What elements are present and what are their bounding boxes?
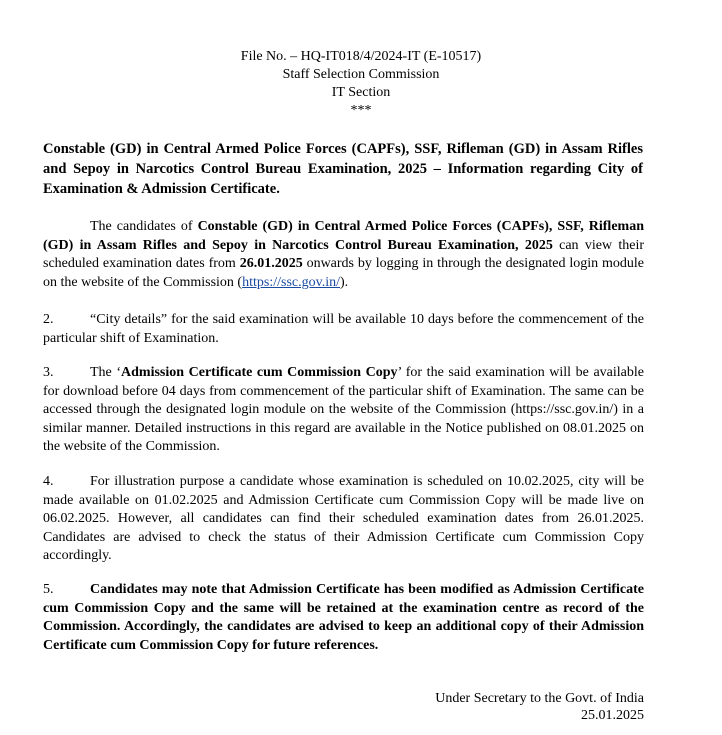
p2-number: 2.: [43, 312, 54, 327]
signatory-designation: Under Secretary to the Govt. of India: [435, 691, 644, 706]
signature-date: 25.01.2025: [581, 708, 644, 723]
separator-stars: ***: [350, 103, 372, 118]
p1-end: ).: [339, 274, 349, 290]
organization-name: Staff Selection Commission: [282, 67, 440, 82]
p1-date: 26.01.2025: [239, 256, 303, 271]
p2-text: “City details” for the said examination will be available 10 days before the commencement of the particular shift of Examination.: [43, 312, 644, 346]
p3-lead: The ‘: [90, 365, 122, 380]
ssc-website-link[interactable]: https://ssc.gov.in/: [242, 274, 340, 290]
p1-lead: The candidates of: [90, 219, 198, 234]
p3-text: ’ for the said examination will be available for download before 04 days from commencement of the particular shift of Examination. The same can be accessed through the designated login module on the website of the Commission (https://ssc.gov.in/) in a similar manner. Detailed instructions in this regard are available in the Notice published on 08.01.2025 on the website of the Commission.: [43, 365, 644, 454]
document-header: [0, 48, 722, 120]
paragraph-2: [43, 311, 644, 348]
p3-number: 3.: [43, 365, 54, 380]
p4-text: For illustration purpose a candidate whose examination is scheduled on 10.02.2025, city will be made available on 01.02.2025 and Admission Certificate cum Commission Copy will be made live on 06.02.2025. However, all candidates can find their scheduled examination dates from 26.01.2025. Candidates are advised to check the status of their Admission Certificate cum Commission Copy accordingly.: [43, 474, 644, 563]
signature-block: [435, 690, 644, 724]
p1-exam-name: Constable (GD) in Central Armed Police Forces (CAPFs), SSF, Rifleman (GD) in Assam Rifles and Sepoy in Narcotics Control Bureau Examination, 2025: [43, 219, 644, 253]
paragraph-4: [43, 473, 644, 566]
file-number: File No. – HQ-IT018/4/2024-IT (E-10517): [240, 49, 482, 64]
p1-tail: onwards by logging in through the designated login module on the website of the Commission (: [43, 256, 644, 290]
p1-mid: can view their scheduled examination dates from: [43, 237, 645, 271]
paragraph-5: [43, 581, 644, 655]
notice-title: Constable (GD) in Central Armed Police Forces (CAPFs), SSF, Rifleman (GD) in Assam Rifles and Sepoy in Narcotics Control Bureau Examination, 2025 – Information regarding City of Examination & Admission Certificate.: [43, 141, 643, 197]
p5-number: 5.: [43, 582, 54, 597]
p3-bold-term: Admission Certificate cum Commission Copy: [121, 365, 398, 380]
paragraph-3: [43, 364, 644, 457]
section-name: IT Section: [331, 85, 391, 100]
paragraph-1: [43, 218, 644, 292]
p4-number: 4.: [43, 474, 54, 489]
p5-text: Candidates may note that Admission Certificate has been modified as Admission Certificate cum Commission Copy and the same will be retained at the examination centre as record of the Commission. Accordingly, the candidates are advised to keep an additional copy of their Admission Certificate cum Commission Copy for future references.: [43, 582, 644, 653]
